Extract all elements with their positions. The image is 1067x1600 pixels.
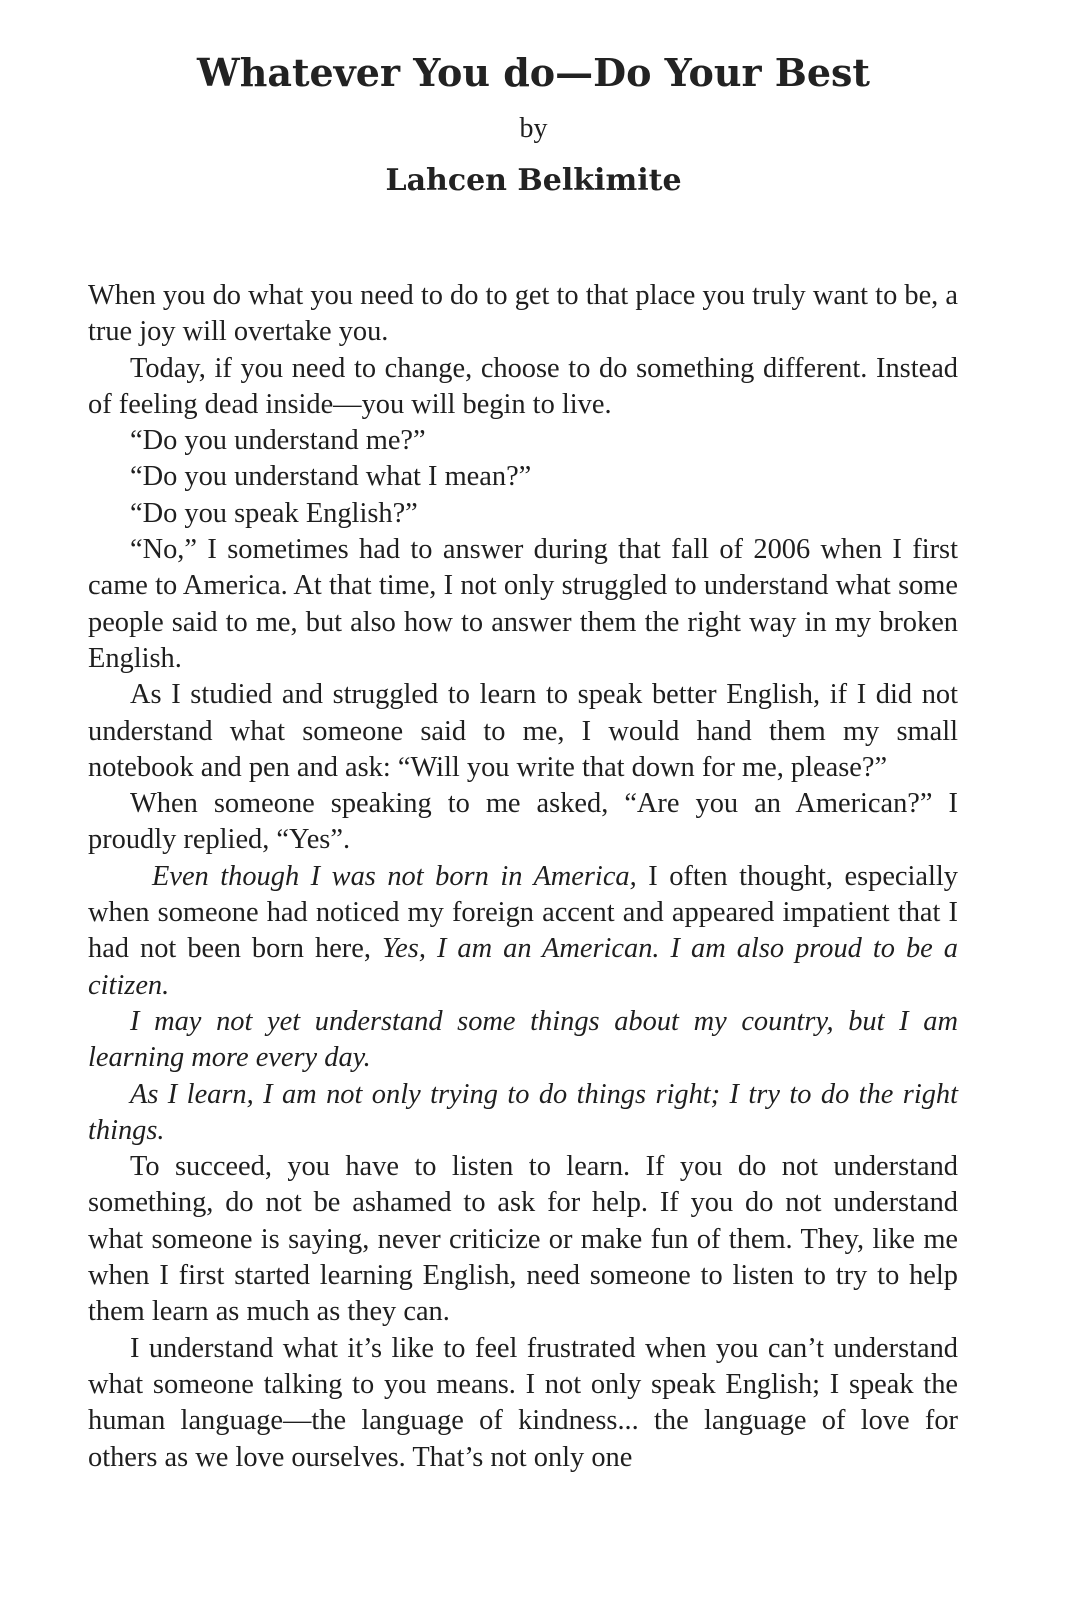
italic-phrase: Even though I was not born in America,	[152, 860, 637, 892]
paragraph: I understand what it’s like to feel frustrated when you can’t understand what someone talking to you means. I not only speak English; I speak the human language—the language of kindness... the language of love for others as we love ourselves. That’s not only one	[88, 1332, 958, 1473]
page-title: Whatever You do—Do Your Best	[197, 50, 870, 95]
paragraph: “Do you speak English?”	[130, 497, 418, 529]
paragraph: When you do what you need to do to get to that place you truly want to be, a true joy will overtake you.	[88, 280, 958, 348]
paragraph: “No,” I sometimes had to answer during that fall of 2006 when I first came to America. At that time, I not only struggled to understand what some people said to me, but also how to answer them the right way in my broken English.	[88, 534, 958, 674]
paragraph-italic: As I learn, I am not only trying to do things right; I try to do the right things.	[88, 1078, 958, 1146]
paragraph: To succeed, you have to listen to learn. If you do not understand something, do not be ashamed to ask for help. If you do not understand what someone is saying, never criticize or make fun of them. They, like me when I first started learning English, need someone to listen to try to help them learn as much as they can.	[88, 1151, 958, 1328]
byline-by: by	[519, 113, 548, 144]
author-name: Lahcen Belkimite	[385, 163, 682, 198]
body-text	[88, 278, 958, 1476]
paragraph: “Do you understand me?”	[130, 425, 426, 457]
paragraph: “Do you understand what I mean?”	[130, 461, 532, 493]
paragraph: When someone speaking to me asked, “Are you an American?” I proudly replied, “Yes”.	[88, 788, 958, 856]
paragraph: Today, if you need to change, choose to do something different. Instead of feeling dead inside—you will begin to live.	[88, 352, 958, 420]
italic-phrase: Yes, I am an American. I am also proud to be a citizen.	[88, 933, 959, 1001]
plain-phrase: I often thought, especially when someone had noticed my foreign accent and appeared impatient that I had not been born here,	[88, 860, 958, 965]
paragraph: As I studied and struggled to learn to speak better English, if I did not understand what someone said to me, I would hand them my small notebook and pen and ask: “Will you write that down for me, please?”	[88, 679, 958, 783]
paragraph-italic: I may not yet understand some things about my country, but I am learning more every day.	[88, 1005, 958, 1074]
paragraph-mixed	[88, 859, 958, 1004]
